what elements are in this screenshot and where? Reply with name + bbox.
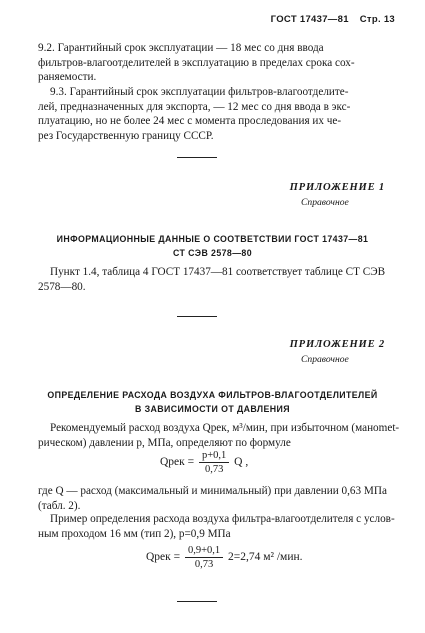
formula-fraction — [185, 544, 223, 571]
text-line: фильтров-влагоотделителей в эксплуатацию в пределах срока сох- — [38, 56, 355, 69]
formula-rhs: Q , — [234, 456, 249, 469]
appendix-2-heading — [0, 388, 425, 416]
formula-2 — [146, 544, 303, 571]
text-line: 9.2. Гарантийный срок эксплуатации — 18 мес со дня ввода — [38, 42, 324, 54]
appendix-1-subtitle: Справочное — [301, 197, 349, 208]
fraction-numerator: 0,9+0,1 — [185, 544, 223, 558]
appendix-2-where — [38, 484, 390, 513]
fraction-denominator: 0,73 — [194, 559, 214, 570]
text-line: 9.3. Гарантийный срок эксплуатации фильтров-влагоотделите- — [50, 86, 349, 98]
text-line: 2578—80. — [38, 280, 86, 293]
fraction-denominator: 0,73 — [204, 464, 224, 475]
formula-1 — [160, 449, 248, 476]
text-line: ным проходом 16 мм (тип 2), p=0,9 МПа — [38, 527, 231, 540]
text-line: Пример определения расхода воздуха фильтра-влагоотделителя с услов- — [50, 513, 395, 525]
page-header — [271, 14, 395, 25]
appendix-1-text — [38, 265, 390, 294]
appendix-2-subtitle: Справочное — [301, 354, 349, 365]
appendix-1-title: ПРИЛОЖЕНИЕ 1 — [289, 182, 385, 193]
appendix-1-heading — [0, 232, 425, 260]
fraction-numerator: p+0,1 — [199, 449, 229, 463]
text-line: лей, предназначенных для экспорта, — 12 мес со дня ввода в экс- — [38, 100, 351, 113]
section-divider — [177, 601, 217, 602]
heading-line: СТ СЭВ 2578—80 — [173, 248, 252, 258]
text-line: рез Государственную границу СССР. — [38, 129, 214, 142]
section-divider — [177, 157, 217, 158]
appendix-2-intro — [38, 421, 400, 450]
formula-fraction — [199, 449, 229, 476]
page-number: Стр. 13 — [359, 14, 395, 25]
clause-9-2 — [38, 41, 390, 85]
formula-lhs: Qрек = — [160, 456, 195, 469]
text-line: плуатацию, но не более 24 мес с момента проследования их че- — [38, 115, 342, 128]
text-line: где Q — расход (максимальный и минимальный) при давлении 0,63 МПа — [38, 485, 387, 497]
text-line: рическом) давлении p, МПа, определяют по формуле — [38, 436, 291, 449]
text-line: Пункт 1.4, таблица 4 ГОСТ 17437—81 соответствует таблице СТ СЭВ — [50, 266, 386, 278]
clause-9-3 — [38, 85, 390, 143]
heading-line: ОПРЕДЕЛЕНИЕ РАСХОДА ВОЗДУХА ФИЛЬТРОВ-ВЛАГООТДЕЛИТЕЛЕЙ — [47, 390, 378, 400]
formula-rhs: 2=2,74 м² /мин. — [228, 551, 303, 564]
appendix-2-title: ПРИЛОЖЕНИЕ 2 — [289, 339, 385, 350]
standard-number: ГОСТ 17437—81 — [270, 14, 349, 25]
formula-lhs: Qрек = — [146, 551, 181, 564]
heading-line: В ЗАВИСИМОСТИ ОТ ДАВЛЕНИЯ — [135, 404, 290, 414]
text-line: Рекомендуемый расход воздуха Qрек, м³/мин, при избыточном (манomet- — [50, 422, 400, 434]
text-line: раняемости. — [38, 71, 97, 84]
section-divider — [177, 316, 217, 317]
text-line: (табл. 2). — [38, 499, 81, 512]
heading-line: ИНФОРМАЦИОННЫЕ ДАННЫЕ О СООТВЕТСТВИИ ГОСТ 17437—81 — [56, 234, 369, 244]
appendix-2-example — [38, 512, 395, 541]
